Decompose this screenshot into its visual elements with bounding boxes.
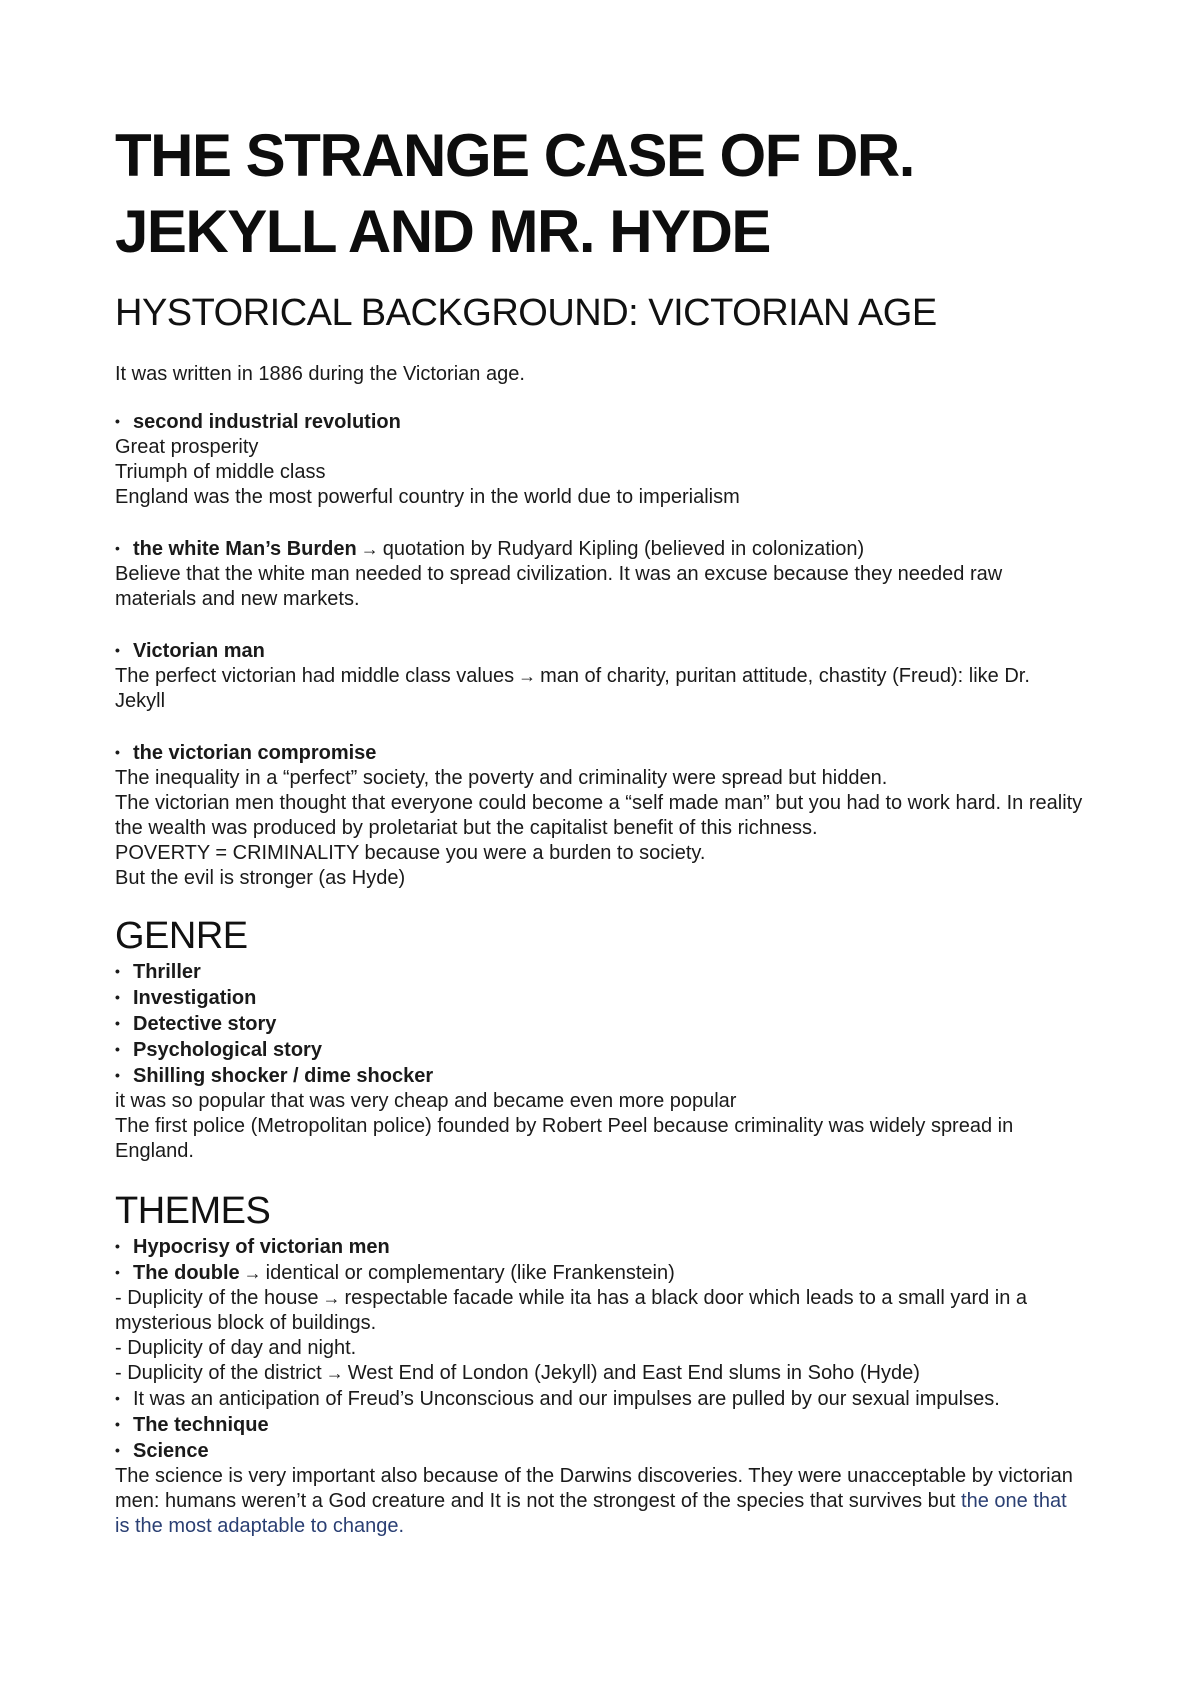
- burden-body: Believe that the white man needed to spread civilization. It was an excuse because they needed raw materials and new markets.: [115, 563, 1003, 610]
- theme-house-b: respectable facade while ita has a black door which leads to a small yard in a mysterious block of buildings.: [115, 1287, 1028, 1334]
- arrow-glyph: →: [243, 1263, 262, 1283]
- theme-double: [115, 1260, 1085, 1286]
- burden-heading: [115, 536, 1085, 562]
- genre-line-2: The first police (Metropolitan police) founded by Robert Peel because criminality was widely spread in England.: [115, 1115, 1014, 1162]
- industrial-label: • second industrial revolution: [115, 409, 1085, 435]
- genre-item: • Shilling shocker / dime shocker: [115, 1063, 1085, 1089]
- burden-label: the white Man’s Burden: [133, 538, 357, 560]
- victorian-man-body-b: man of charity, puritan attitude, chastity (Freud): like Dr. Jekyll: [115, 665, 1030, 712]
- industrial-line-1: Great prosperity: [115, 436, 259, 458]
- theme-hypocrisy: • Hypocrisy of victorian men: [115, 1234, 1085, 1260]
- theme-district-b: West End of London (Jekyll) and East End slums in Soho (Hyde): [347, 1362, 920, 1384]
- theme-science: • Science: [115, 1438, 1085, 1464]
- theme-science-tail: the one that is the most adaptable to change.: [115, 1490, 1067, 1537]
- compromise-line-2: The victorian men thought that everyone could become a “self made man” but you had to work hard. In reality the wealth was produced by proletariat but the capitalist benefit of this richness.: [115, 792, 1083, 839]
- victorian-man-body-a: The perfect victorian had middle class values: [115, 665, 515, 687]
- title-line-1: THE STRANGE CASE OF DR.: [115, 122, 914, 189]
- industrial-line-2: Triumph of middle class: [115, 461, 326, 483]
- arrow-glyph: →: [325, 1363, 344, 1383]
- arrow-glyph: →: [322, 1288, 341, 1308]
- compromise-label: • the victorian compromise: [115, 740, 1085, 766]
- victorian-man-body: [115, 664, 1085, 714]
- genre-item: • Psychological story: [115, 1037, 1085, 1063]
- arrow-glyph: →: [518, 666, 537, 686]
- theme-technique: • The technique: [115, 1412, 1085, 1438]
- theme-district: [115, 1361, 1085, 1386]
- victorian-man-label: • Victorian man: [115, 638, 1085, 664]
- compromise-line-4: But the evil is stronger (as Hyde): [115, 867, 406, 889]
- theme-double-label: The double: [133, 1262, 240, 1284]
- compromise-line-1: The inequality in a “perfect” society, the poverty and criminality were spread but hidden.: [115, 767, 888, 789]
- genre-heading: GENRE: [115, 915, 248, 957]
- theme-science-body: [115, 1464, 1085, 1539]
- genre-item: • Thriller: [115, 959, 1085, 985]
- historical-heading: HYSTORICAL BACKGROUND: VICTORIAN AGE: [115, 292, 937, 334]
- theme-double-note: identical or complementary (like Frankenstein): [265, 1262, 675, 1284]
- themes-heading: THEMES: [115, 1190, 271, 1232]
- theme-house-a: - Duplicity of the house: [115, 1287, 319, 1309]
- theme-science-body-text: The science is very important also because of the Darwins discoveries. They were unacceptable by victorian men: humans weren’t a God creature and It is not the strongest of the species that survives but: [115, 1465, 1073, 1512]
- genre-item: • Investigation: [115, 985, 1085, 1011]
- document-title: [115, 0, 1085, 270]
- genre-item: • Detective story: [115, 1011, 1085, 1037]
- theme-house: [115, 1286, 1085, 1336]
- theme-district-a: - Duplicity of the district: [115, 1362, 322, 1384]
- compromise-line-3: POVERTY = CRIMINALITY because you were a burden to society.: [115, 842, 706, 864]
- burden-note: quotation by Rudyard Kipling (believed in colonization): [382, 538, 865, 560]
- genre-line-1: it was so popular that was very cheap and became even more popular: [115, 1090, 737, 1112]
- arrow-glyph: →: [360, 539, 379, 559]
- theme-freud: [115, 1386, 1085, 1412]
- theme-freud-text: It was an anticipation of Freud’s Unconscious and our impulses are pulled by our sexual impulses.: [133, 1388, 1000, 1410]
- historical-intro: It was written in 1886 during the Victorian age.: [115, 363, 525, 385]
- theme-day-night: - Duplicity of day and night.: [115, 1337, 357, 1359]
- industrial-line-3: England was the most powerful country in the world due to imperialism: [115, 486, 740, 508]
- title-line-2: JEKYLL AND MR. HYDE: [115, 198, 770, 265]
